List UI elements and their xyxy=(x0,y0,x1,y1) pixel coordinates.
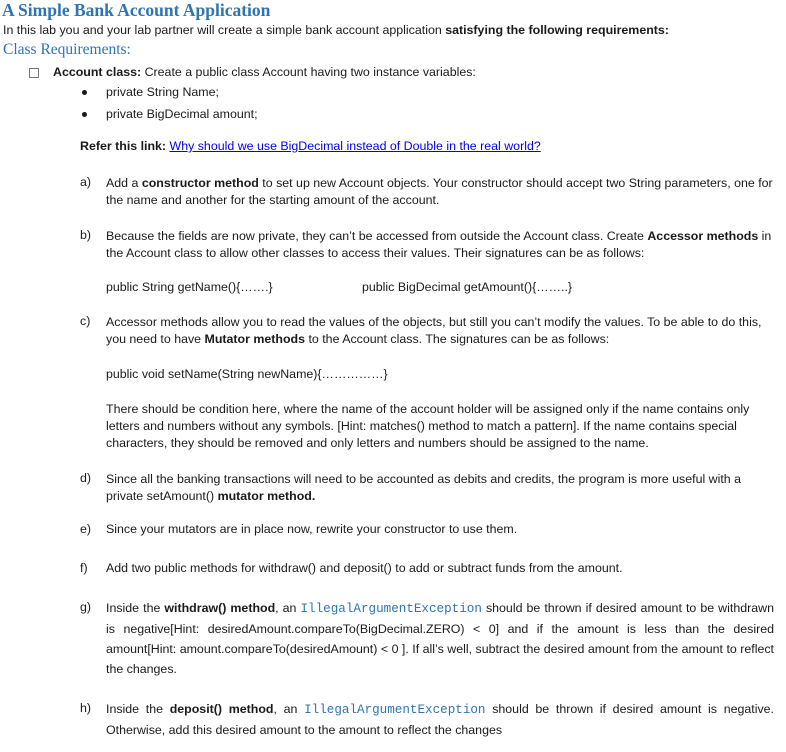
signature-setname: public void setName(String newName){……………} xyxy=(106,367,388,381)
item-marker-c: c) xyxy=(80,314,91,328)
signature-getname: public String getName(){…….} xyxy=(106,280,273,294)
item-d-text: Since all the banking transactions will need to be accounted as debits and credits, the program is more useful with a private setAmount() mutator method. xyxy=(106,472,742,503)
item-marker-a: a) xyxy=(80,175,92,189)
item-c-text: Accessor methods allow you to read the values of the objects, but still you can’t modify the values. To be able to do this, you need to have Mutator methods to the Account class. The signatures can be as follows: xyxy=(106,315,762,346)
item-a-text: Add a constructor method to set up new Account objects. Your constructor should accept two String parameters, one for the name and another for the starting amount of the account. xyxy=(106,176,773,207)
item-marker-d: d) xyxy=(80,471,92,485)
item-marker-f: f) xyxy=(80,561,88,575)
refer-line: Refer this link: Why should we use BigDecimal instead of Double in the real world? xyxy=(80,139,541,153)
field-name: private String Name; xyxy=(106,85,219,99)
item-marker-h: h) xyxy=(80,701,92,715)
item-marker-g: g) xyxy=(80,600,92,614)
item-g-text: Inside the withdraw() method, an IllegalArgumentException should be thrown if desired amount to be withdrawn is negative[Hint: desiredAmount.compareTo(BigDecimal.ZERO) < 0] and if the amount is less than the desired amount[Hint: amount.compareTo(desiredAmount) < 0 ]. If all’s well, subtract the desired amount from the amount to reflect the changes. xyxy=(106,601,774,676)
exception-code: IllegalArgumentException xyxy=(304,703,486,717)
signature-getamount: public BigDecimal getAmount(){……..} xyxy=(362,280,573,294)
bigdecimal-link[interactable]: Why should we use BigDecimal instead of Double in the real world? xyxy=(169,139,541,153)
bullet-icon xyxy=(82,90,87,95)
document-title: A Simple Bank Account Application xyxy=(2,0,271,20)
item-b-text: Because the fields are now private, they can’t be accessed from outside the Account class. Create Accessor methods in the Account class to allow other classes to access their values. Their signatures can be as follows: xyxy=(106,229,772,260)
bullet-icon xyxy=(82,112,87,117)
item-marker-e: e) xyxy=(80,522,92,536)
item-marker-b: b) xyxy=(80,228,92,242)
item-e-text: Since your mutators are in place now, rewrite your constructor to use them. xyxy=(106,522,518,536)
section-heading: Class Requirements: xyxy=(3,41,131,58)
checkbox-icon xyxy=(29,68,39,78)
field-amount: private BigDecimal amount; xyxy=(106,107,258,121)
intro-text: In this lab you and your lab partner will create a simple bank account application satisfying the following requirements: xyxy=(3,23,669,37)
item-c-note: There should be condition here, where the name of the account holder will be assigned only if the name contains only letters and numbers without any symbols. [Hint: matches() method to match a pattern]. If the name contains special characters, they should be removed and only letters and numbers should be assigned to the name. xyxy=(106,402,750,450)
item-f-text: Add two public methods for withdraw() and deposit() to add or subtract funds from the amount. xyxy=(106,561,623,575)
item-h-text: Inside the deposit() method, an IllegalArgumentException should be thrown if desired amount is negative. Otherwise, add this desired amount to the amount to reflect the changes xyxy=(106,702,774,737)
account-class-line: Account class: Create a public class Account having two instance variables: xyxy=(53,65,476,79)
exception-code: IllegalArgumentException xyxy=(300,602,482,616)
